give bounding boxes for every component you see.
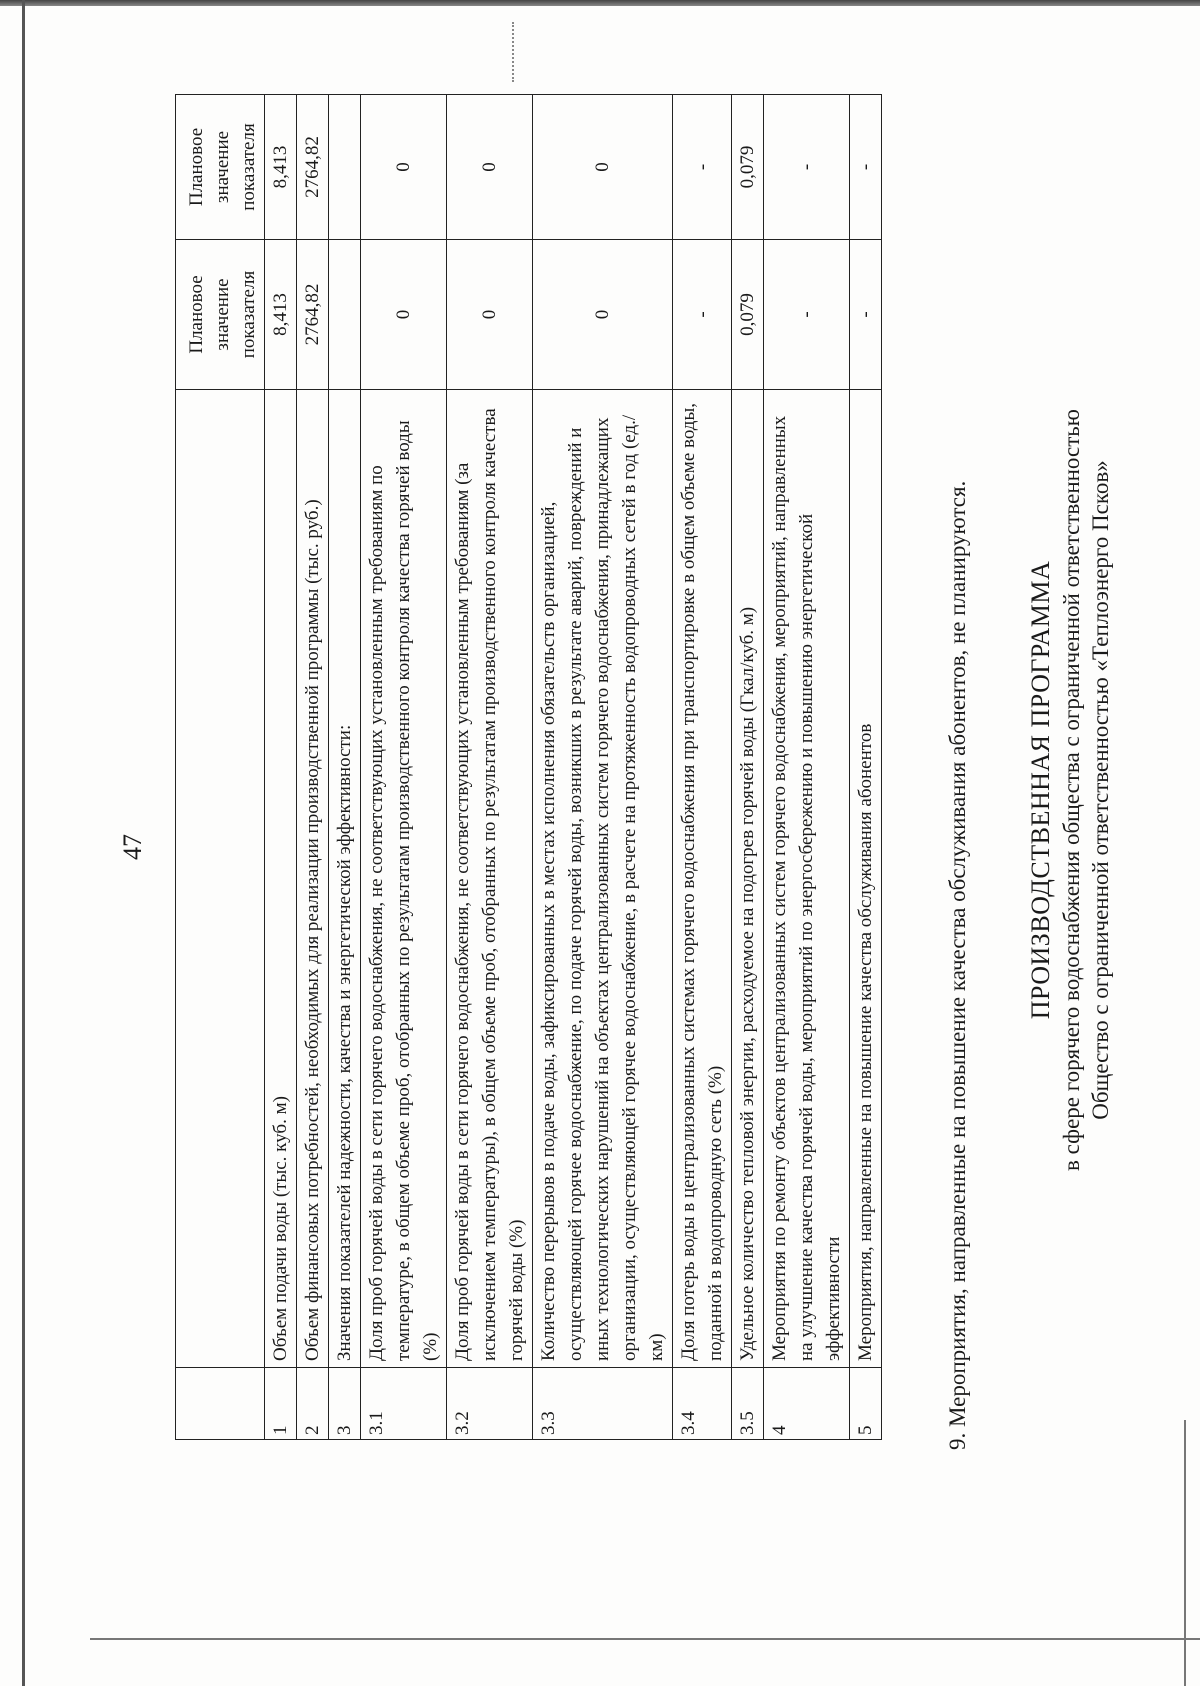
row-value-2: 0,079 xyxy=(732,95,764,240)
row-value-1: - xyxy=(673,240,732,390)
row-label: Объем подачи воды (тыс. куб. м) xyxy=(265,390,297,1368)
table-row xyxy=(447,95,533,1440)
row-value-1: 2764,82 xyxy=(297,240,329,390)
program-subtitle-line-1: в сфере горячего водоснабжения общества с ограниченной ответственностью xyxy=(1059,409,1084,1171)
table-row xyxy=(533,95,673,1440)
row-value-2: 0 xyxy=(361,95,447,240)
program-subtitle-line-2: Общество с ограниченной ответственностью «Теплоэнерго Псков» xyxy=(1088,460,1113,1120)
row-value-2: - xyxy=(850,95,882,240)
row-label: Значения показателей надежности, качества и энергетической эффективности: xyxy=(329,390,361,1368)
row-label: Удельное количество тепловой энергии, расходуемое на подогрев горячей воды (Гкал/куб. м) xyxy=(732,390,764,1368)
row-value-2: 2764,82 xyxy=(297,95,329,240)
row-label: Количество перерывов в подаче воды, зафиксированных в местах исполнения обязательств организацией, осуществляющей горячее водоснабжение, по подаче горячей воды, возникших в результате аварий, повреждений и иных технологических нарушений на объектах централизованных систем горячего водоснабжения, принадлежащих организации, осуществляющей горячее водоснабжение, в расчете на протяженность водопроводных сетей в год (ед./км) xyxy=(533,390,673,1368)
header-cell-plan-value-1: Плановое значение показателя xyxy=(176,240,265,390)
scan-border-top xyxy=(0,0,1200,6)
header-cell-number xyxy=(176,1368,265,1440)
row-number: 4 xyxy=(764,1368,850,1440)
row-value-2: 8,413 xyxy=(265,95,297,240)
table-row xyxy=(764,95,850,1440)
row-number: 1 xyxy=(265,1368,297,1440)
table-row xyxy=(850,95,882,1440)
header-cell-indicator xyxy=(176,390,265,1368)
program-title: ПРОИЗВОДСТВЕННАЯ ПРОГРАММА xyxy=(1026,560,1055,1020)
row-value-2 xyxy=(329,95,361,240)
row-number: 3.4 xyxy=(673,1368,732,1440)
table-row xyxy=(265,95,297,1440)
row-label: Доля проб горячей воды в сети горячего водоснабжения, не соответствующих установленным требованиям по температуре, в общем объеме проб, отобранных по результатам производственного контроля качества горячей воды (%) xyxy=(361,390,447,1368)
table-row xyxy=(361,95,447,1440)
row-number: 3.1 xyxy=(361,1368,447,1440)
scan-artifact-dots xyxy=(512,22,534,82)
row-value-1: 0,079 xyxy=(732,240,764,390)
scan-border-right xyxy=(1184,1420,1186,1686)
row-value-1: - xyxy=(850,240,882,390)
program-heading xyxy=(1025,140,1115,1440)
table-row xyxy=(732,95,764,1440)
row-value-1: 0 xyxy=(447,240,533,390)
page-number: 47 xyxy=(118,834,147,860)
row-number: 5 xyxy=(850,1368,882,1440)
table-header-row xyxy=(176,95,265,1440)
row-label: Доля проб горячей воды в сети горячего водоснабжения, не соответствующих установленным требованиям (за исключением температуры), в общем объеме проб, отобранных по результатам производственного контроля качества горячей воды (%) xyxy=(447,390,533,1368)
row-value-2: 0 xyxy=(533,95,673,240)
row-value-1: 0 xyxy=(361,240,447,390)
table-row xyxy=(297,95,329,1440)
row-label: Объем финансовых потребностей, необходимых для реализации производственной программы (тыс. руб.) xyxy=(297,390,329,1368)
row-number: 3.2 xyxy=(447,1368,533,1440)
row-value-1: - xyxy=(764,240,850,390)
row-label: Доля потерь воды в централизованных системах горячего водоснабжения при транспортировке в общем объеме воды, поданной в водопроводную сеть (%) xyxy=(673,390,732,1368)
row-value-1 xyxy=(329,240,361,390)
row-value-1: 8,413 xyxy=(265,240,297,390)
row-value-2: - xyxy=(764,95,850,240)
table-row xyxy=(329,95,361,1440)
row-number: 3.3 xyxy=(533,1368,673,1440)
row-value-2: - xyxy=(673,95,732,240)
row-label: Мероприятия, направленные на повышение качества обслуживания абонентов xyxy=(850,390,882,1368)
row-label: Мероприятия по ремонту объектов централизованных систем горячего водоснабжения, мероприятий, направленных на улучшение качества горячей воды, мероприятий по энергосбережению и повышению энергетической эффективности xyxy=(764,390,850,1368)
table-row xyxy=(673,95,732,1440)
section-9-text: 9. Мероприятия, направленные на повышение качества обслуживания абонентов, не планируются. xyxy=(945,480,970,1450)
indicators-table xyxy=(175,94,882,1440)
rotated-content xyxy=(0,75,1115,1665)
row-value-1: 0 xyxy=(533,240,673,390)
header-cell-plan-value-2: Плановое значение показателя xyxy=(176,95,265,240)
row-value-2: 0 xyxy=(447,95,533,240)
row-number: 3 xyxy=(329,1368,361,1440)
row-number: 3.5 xyxy=(732,1368,764,1440)
row-number: 2 xyxy=(297,1368,329,1440)
